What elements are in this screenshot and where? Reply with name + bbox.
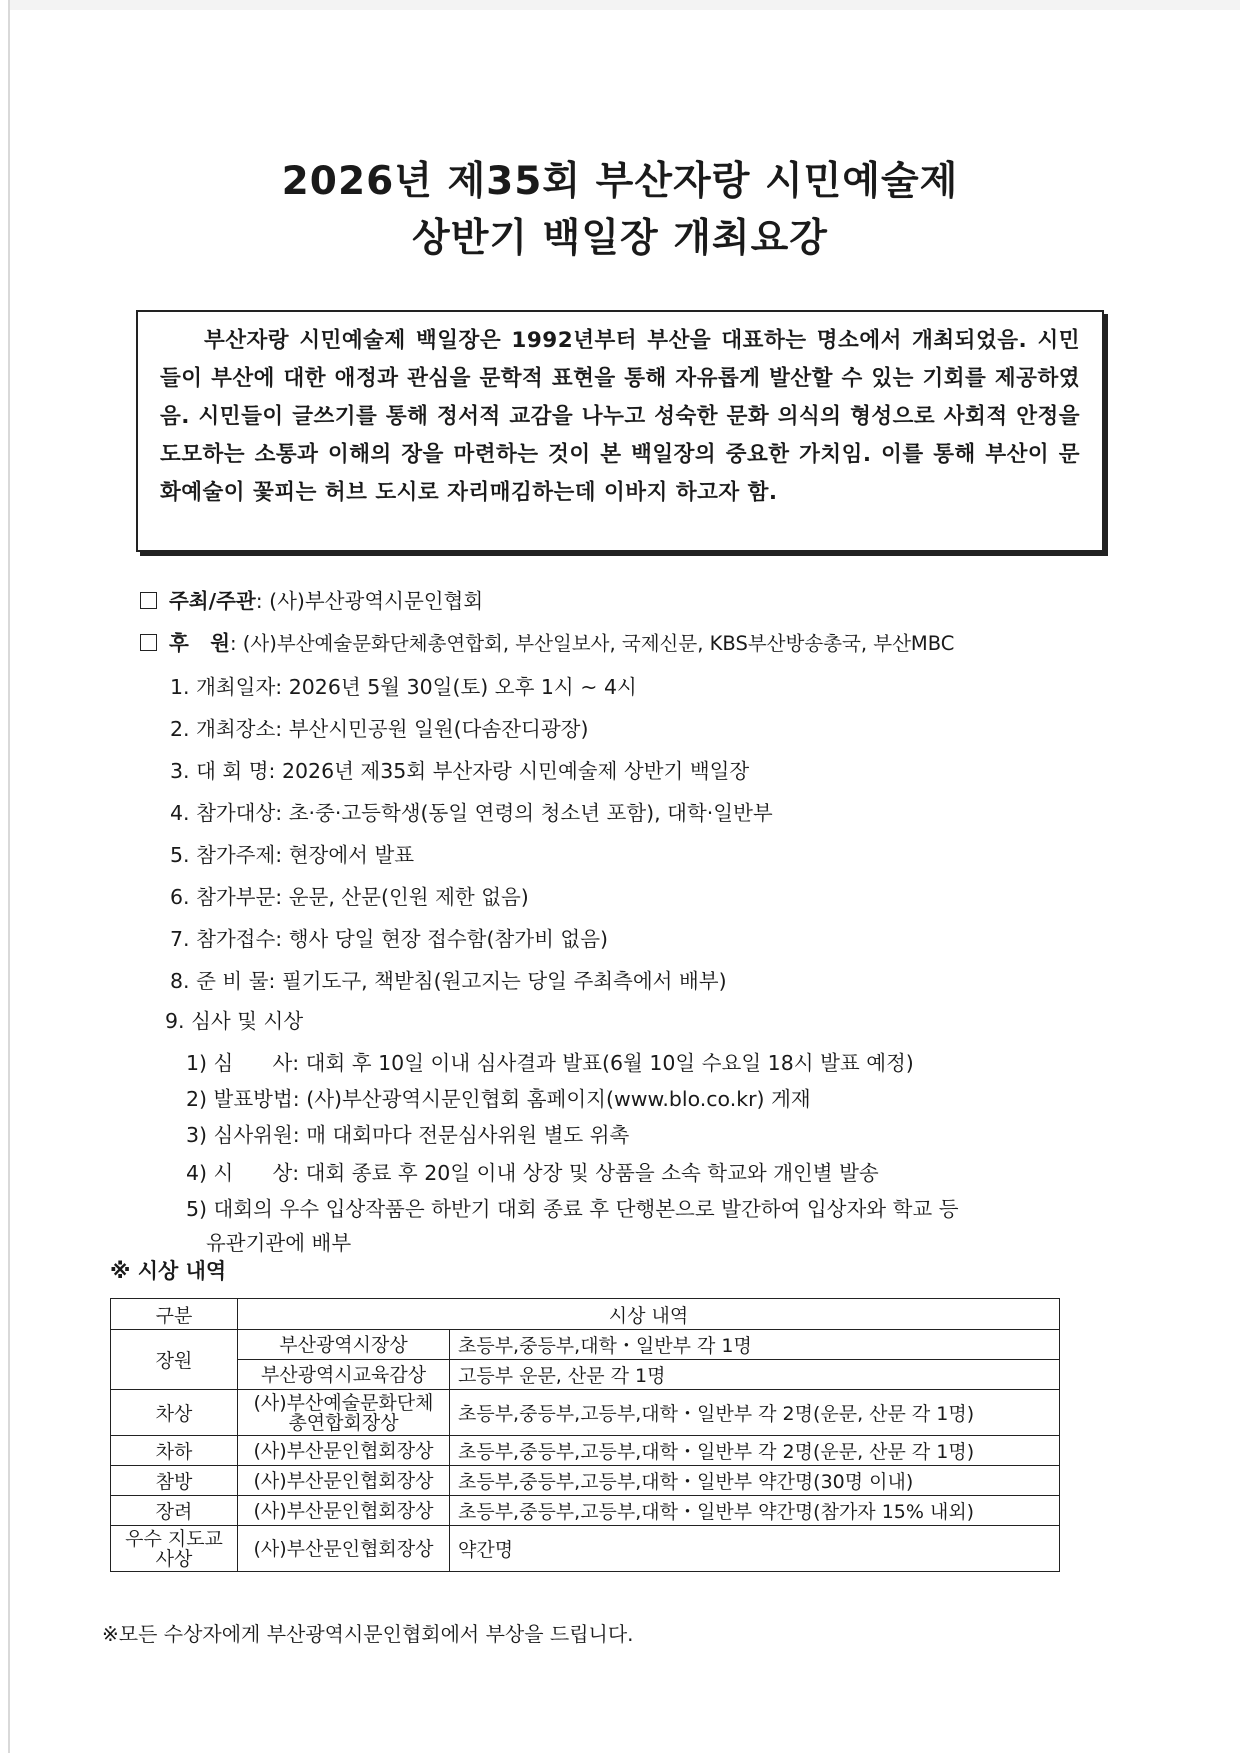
sub-item: 5) 대회의 우수 입상작품은 하반기 대회 종료 후 단행본으로 발간하여 입상자와 학교 등: [186, 1197, 959, 1221]
checkbox-square-icon: [140, 634, 157, 651]
prize-cell: (사)부산예술문화단체 총연합회장상: [238, 1390, 450, 1436]
detail-cell: 초등부,중등부,고등부,대학・일반부 각 2명(운문, 산문 각 1명): [450, 1390, 1060, 1436]
sub-item: 2) 발표방법: (사)부산광역시문인협회 홈페이지(www.blo.co.kr) 게재: [186, 1087, 811, 1111]
list-item: 3. 대 회 명: 2026년 제35회 부산자랑 시민예술제 상반기 백일장: [170, 759, 750, 783]
table-row: [111, 1466, 1060, 1496]
category-cell: 장원: [111, 1330, 238, 1390]
list-item: 2. 개최장소: 부산시민공원 일원(다솜잔디광장): [170, 717, 589, 741]
document-title-line2: 상반기 백일장 개최요강: [412, 216, 828, 261]
list-item: 9. 심사 및 시상: [165, 1009, 304, 1033]
prize-cell: (사)부산문인협회장상: [238, 1436, 450, 1466]
category-cell: 참방: [111, 1466, 238, 1496]
list-item: 6. 참가부문: 운문, 산문(인원 제한 없음): [170, 885, 529, 909]
list-item: 8. 준 비 물: 필기도구, 책받침(원고지는 당일 주최측에서 배부): [170, 969, 727, 993]
table-row: [111, 1526, 1060, 1572]
prize-cell: (사)부산문인협회장상: [238, 1496, 450, 1526]
sponsor-label: 후 원: [169, 631, 231, 655]
category-cell: 차하: [111, 1436, 238, 1466]
prize-cell: 부산광역시장상: [238, 1330, 450, 1360]
detail-cell: 초등부,중등부,대학・일반부 각 1명: [450, 1330, 1060, 1360]
detail-cell: 약간명: [450, 1526, 1060, 1572]
detail-cell: 초등부,중등부,고등부,대학・일반부 약간명(참가자 15% 내외): [450, 1496, 1060, 1526]
header-cell: 구분: [111, 1299, 238, 1330]
organizer-line: [140, 584, 483, 614]
intro-box: 부산자랑 시민예술제 백일장은 1992년부터 부산을 대표하는 명소에서 개최되었음. 시민들이 부산에 대한 애정과 관심을 문학적 표현을 통해 자유롭게 발산할 수 있는 기회를 제공하였음. 시민들이 글쓰기를 통해 정서적 교감을 나누고 성숙한 문화 의식의 형성으로 사회적 안정을 도모하는 소통과 이해의 장을 마련하는 것이 본 백일장의 중요한 가치임. 이를 통해 부산이 문화예술이 꽃피는 허브 도시로 자리매김하는데 이바지 하고자 함.: [136, 310, 1104, 552]
sub-item: 4) 시 상: 대회 종료 후 20일 이내 상장 및 상품을 소속 학교와 개인별 발송: [186, 1161, 879, 1185]
sub-item: 1) 심 사: 대회 후 10일 이내 심사결과 발표(6월 10일 수요일 18시 발표 예정): [186, 1051, 914, 1075]
table-row: [111, 1496, 1060, 1526]
document-title-line1: 2026년 제35회 부산자랑 시민예술제: [281, 159, 959, 204]
footer-note: ※모든 수상자에게 부산광역시문인협회에서 부상을 드립니다.: [102, 1622, 634, 1646]
table-row: [111, 1360, 1060, 1390]
detail-cell: 초등부,중등부,고등부,대학・일반부 각 2명(운문, 산문 각 1명): [450, 1436, 1060, 1466]
organizer-value: : (사)부산광역시문인협회: [255, 589, 484, 613]
awards-table: [110, 1298, 1060, 1572]
category-cell: 우수 지도교사상: [111, 1526, 238, 1572]
table-row: [111, 1330, 1060, 1360]
scan-edge-top: [8, 0, 1240, 10]
sub-item: 유관기관에 배부: [206, 1231, 352, 1255]
prize-cell: (사)부산문인협회장상: [238, 1526, 450, 1572]
sponsor-line: [140, 626, 954, 656]
category-cell: 장려: [111, 1496, 238, 1526]
detail-cell: 고등부 운문, 산문 각 1명: [450, 1360, 1060, 1390]
prize-cell: 부산광역시교육감상: [238, 1360, 450, 1390]
category-cell: 차상: [111, 1390, 238, 1436]
table-row: [111, 1436, 1060, 1466]
list-item: 5. 참가주제: 현장에서 발표: [170, 843, 415, 867]
prize-cell: (사)부산문인협회장상: [238, 1466, 450, 1496]
list-item: 1. 개최일자: 2026년 5월 30일(토) 오후 1시 ~ 4시: [170, 675, 637, 699]
awards-heading: ※ 시상 내역: [110, 1259, 227, 1283]
detail-cell: 초등부,중등부,고등부,대학・일반부 약간명(30명 이내): [450, 1466, 1060, 1496]
checkbox-square-icon: [140, 592, 157, 609]
organizer-label: 주최/주관: [169, 589, 256, 613]
table-row: [111, 1390, 1060, 1436]
header-cell: 시상 내역: [238, 1299, 1060, 1330]
list-item: 4. 참가대상: 초·중·고등학생(동일 연령의 청소년 포함), 대학·일반부: [170, 801, 773, 825]
list-item: 7. 참가접수: 행사 당일 현장 접수함(참가비 없음): [170, 927, 609, 951]
sub-item: 3) 심사위원: 매 대회마다 전문심사위원 별도 위촉: [186, 1123, 630, 1147]
sponsor-value: : (사)부산예술문화단체총연합회, 부산일보사, 국제신문, KBS부산방송총국, 부산MBC: [230, 632, 955, 655]
table-header-row: [111, 1299, 1060, 1330]
